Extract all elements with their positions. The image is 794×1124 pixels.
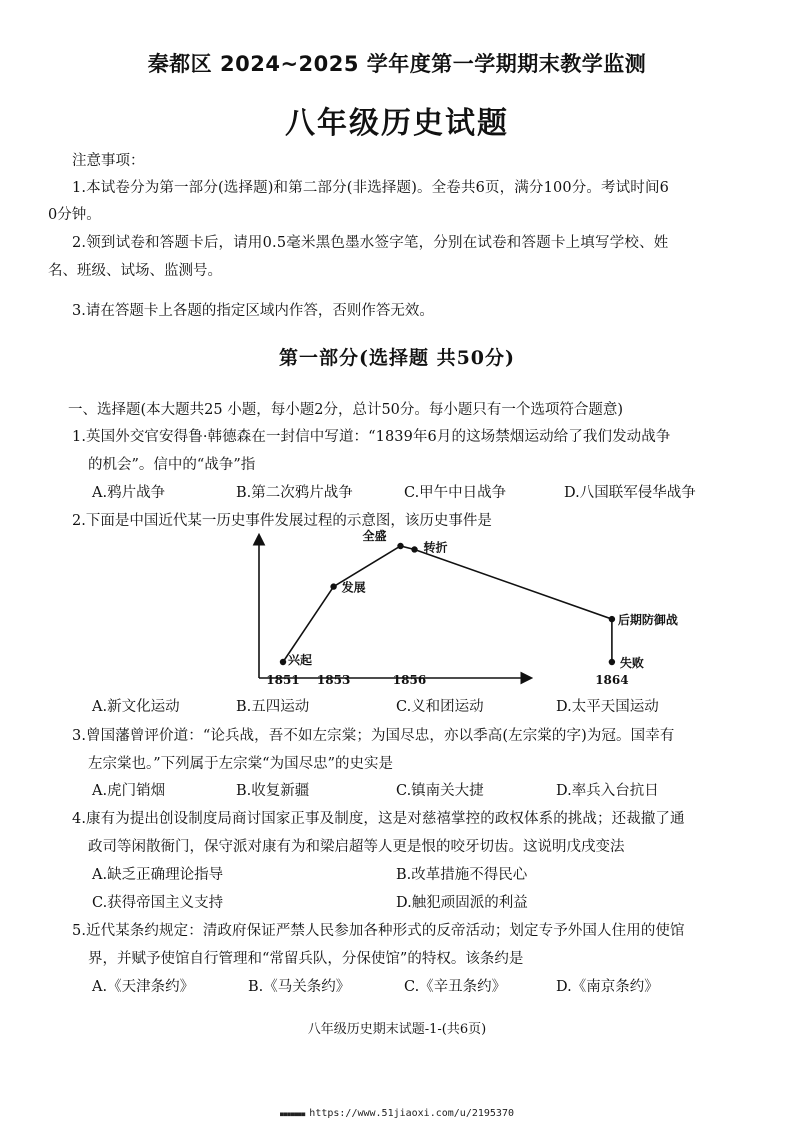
chart-trend-line: [283, 546, 612, 662]
question-2-option-c: C.义和团运动: [396, 699, 484, 715]
question-2-option-b: B.五四运动: [236, 699, 310, 715]
section-1-title: 第一部分(选择题 共50分): [278, 347, 516, 369]
chart-point-label-2: 全盛: [362, 529, 387, 543]
notice-item-2-line-2: 名、班级、试场、监测号。: [48, 263, 222, 279]
chart-point-label-1: 发展: [341, 580, 366, 595]
chart-x-tick-label-3: 1864: [595, 673, 629, 687]
question-5-option-c: C.《辛丑条约》: [404, 979, 507, 995]
question-5-line-2: 界，并赋予使馆自行管理和“常留兵队，分保使馆”的特权。该条约是: [88, 951, 524, 967]
chart-x-tick-label-1: 1853: [316, 673, 351, 687]
question-2-option-d: D.太平天国运动: [556, 699, 659, 715]
history-event-chart: [240, 529, 678, 695]
question-1-line-1: 1.英国外交官安得鲁·韩德森在一封信中写道：“1839年6月的这场禁烟运动给了我们发动战争: [72, 429, 671, 445]
notice-item-1-line-1: 1.本试卷分为第一部分(选择题)和第二部分(非选择题)。全卷共6页，满分100分。考试时间6: [72, 180, 669, 196]
watermark-logo: ■■■■■■■: [280, 1111, 306, 1118]
question-3-option-a: A.虎门销烟: [92, 783, 166, 799]
question-1-option-d: D.八国联军侵华战争: [564, 485, 696, 501]
question-5-option-d: D.《南京条约》: [556, 979, 659, 995]
notice-heading: 注意事项：: [72, 153, 145, 169]
question-2-option-a: A.新文化运动: [92, 699, 180, 715]
chart-point-label-3: 转折: [423, 540, 448, 555]
question-3-option-b: B.收复新疆: [236, 783, 310, 799]
notice-item-2-line-1: 2.领到试卷和答题卡后，请用0.5毫米黑色墨水签字笔，分别在试卷和答题卡上填写学校、姓: [72, 235, 669, 251]
question-5-option-a: A.《天津条约》: [92, 979, 195, 995]
notice-item-1-line-2: 0分钟。: [48, 207, 101, 223]
question-4-option-d: D.触犯顽固派的利益: [396, 895, 528, 911]
watermark: [0, 1108, 794, 1119]
notice-item-3: 3.请在答题卡上各题的指定区域内作答，否则作答无效。: [72, 303, 434, 319]
chart-x-tick-label-2: 1856: [392, 673, 427, 687]
question-1-option-b: B.第二次鸦片战争: [236, 485, 353, 501]
question-4-line-2: 政司等闲散衙门，保守派对康有为和梁启超等人更是恨的咬牙切齿。这说明戊戌变法: [88, 839, 625, 855]
chart-point-label-0: 兴起: [288, 653, 313, 667]
section-1-instructions: 一、选择题(本大题共25 小题，每小题2分，总计50分。每小题只有一个选项符合题意): [68, 402, 624, 418]
question-2-line-1: 2.下面是中国近代某一历史事件发展过程的示意图，该历史事件是: [72, 513, 492, 529]
question-4-option-b: B.改革措施不得民心: [396, 867, 528, 883]
exam-subject-title: 八年级历史试题: [285, 106, 509, 141]
chart-point-label-5: 失败: [619, 656, 644, 670]
question-3-line-2: 左宗棠也。”下列属于左宗棠“为国尽忠”的史实是: [88, 756, 393, 772]
question-4-option-a: A.缺乏正确理论指导: [92, 867, 224, 883]
question-3-option-c: C.镇南关大捷: [396, 783, 484, 799]
watermark-url: https://www.51jiaoxi.com/u/2195370: [309, 1108, 514, 1119]
question-3-option-d: D.率兵入台抗日: [556, 783, 659, 799]
question-1-line-2: 的机会”。信中的“战争”指: [88, 457, 256, 473]
chart-point-2: [397, 543, 403, 549]
question-1-option-c: C.甲午中日战争: [404, 485, 507, 501]
chart-point-label-4: 后期防御战: [617, 613, 678, 628]
chart-point-5: [609, 659, 615, 665]
chart-point-0: [280, 659, 286, 665]
exam-header-title: 秦都区 2024~2025 学年度第一学期期末教学监测: [147, 52, 647, 76]
chart-point-1: [330, 583, 336, 589]
chart-x-tick-label-0: 1851: [266, 673, 300, 687]
question-4-option-c: C.获得帝国主义支持: [92, 895, 224, 911]
chart-point-3: [411, 546, 417, 552]
question-5-line-1: 5.近代某条约规定：清政府保证严禁人民参加各种形式的反帝活动；划定专予外国人住用的使馆: [72, 923, 685, 939]
question-3-line-1: 3.曾国藩曾评价道：“论兵战，吾不如左宗棠；为国尽忠，亦以季高(左宗棠的字)为冠。国幸有: [72, 728, 675, 744]
question-4-line-1: 4.康有为提出创设制度局商讨国家正事及制度，这是对慈禧掌控的政权体系的挑战；还裁撤了通: [72, 811, 685, 827]
page-footer: 八年级历史期末试题-1-(共6页): [307, 1022, 487, 1037]
question-5-option-b: B.《马关条约》: [248, 979, 351, 995]
question-1-option-a: A.鸦片战争: [92, 485, 166, 501]
chart-point-4: [609, 616, 615, 622]
